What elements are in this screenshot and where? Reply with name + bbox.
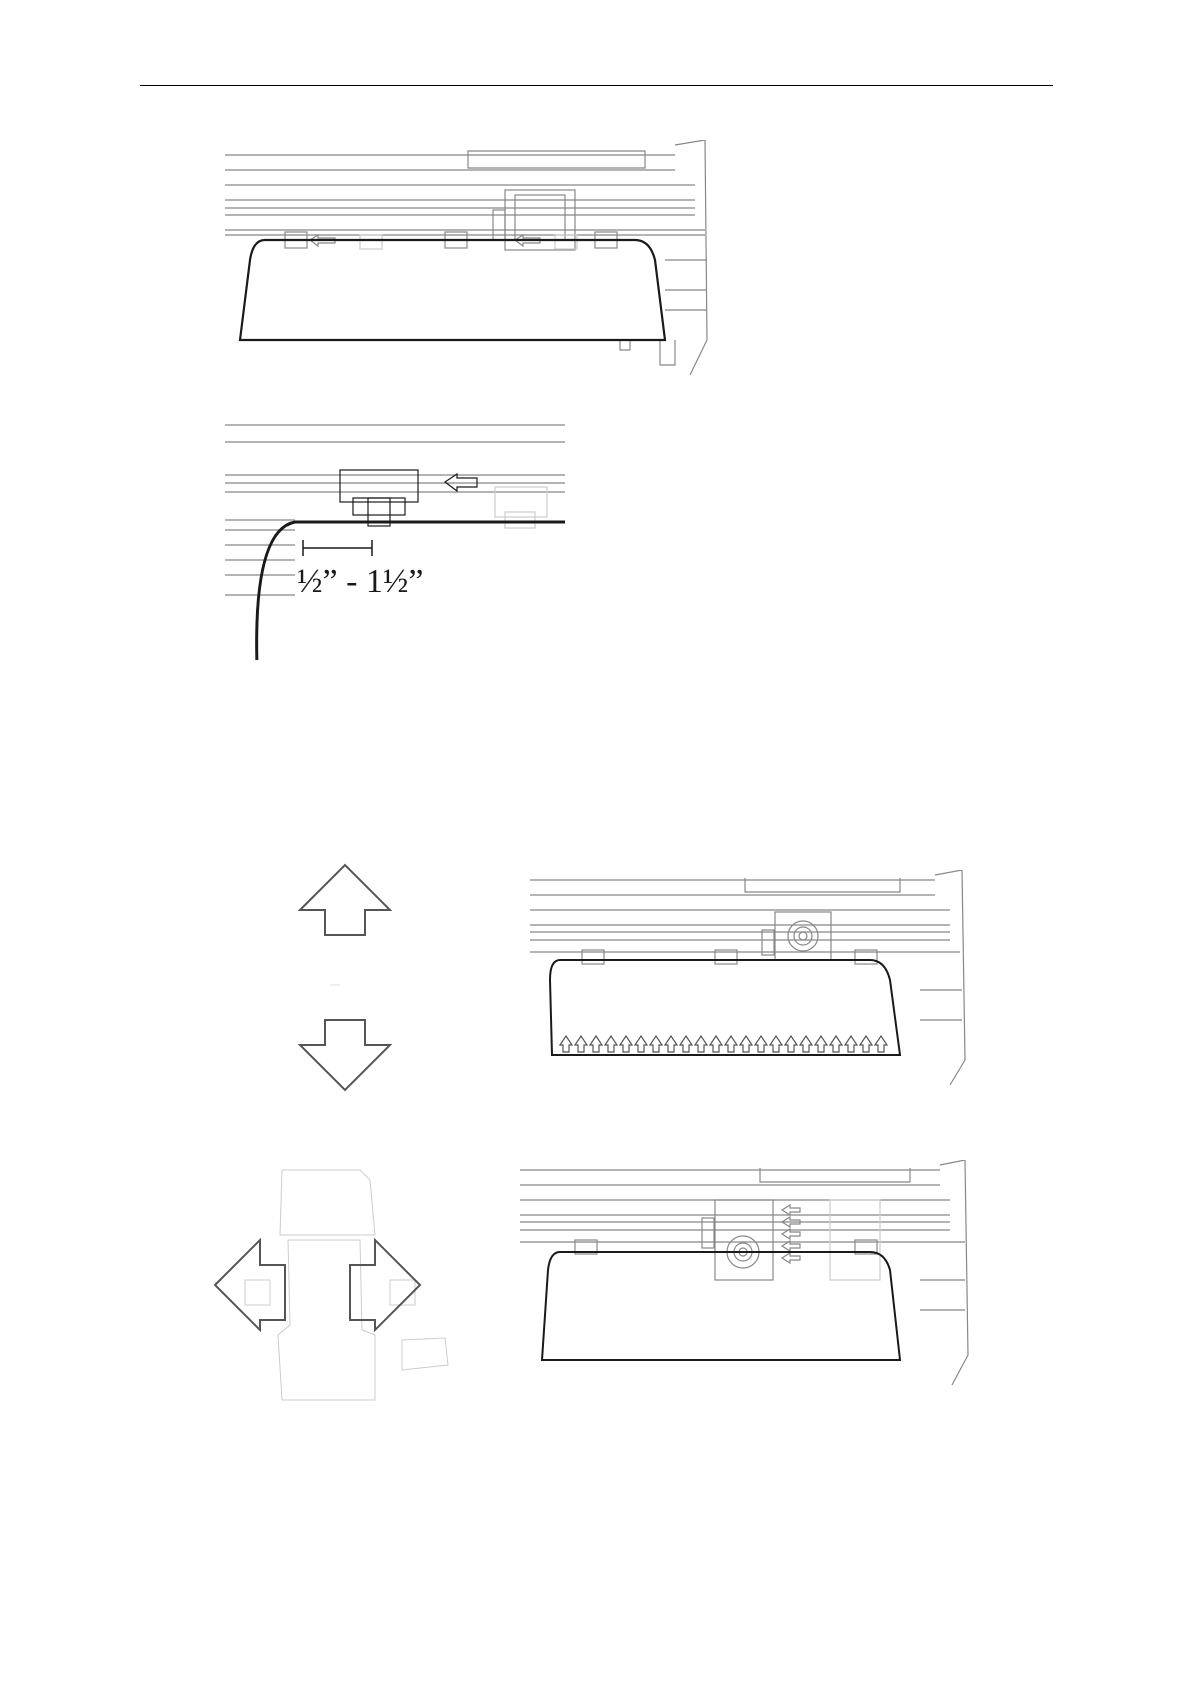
feed-up-arrow-icon: [845, 1036, 857, 1052]
figure-pinch-roller-detail: [225, 420, 565, 660]
move-left-arrow-icon: [782, 1205, 800, 1215]
feed-up-arrow-icon: [815, 1036, 827, 1052]
feed-up-arrow-icon: [875, 1036, 887, 1052]
down-arrow-icon: [300, 1020, 390, 1090]
figure-plotter-carriage-move: [520, 1160, 980, 1390]
feed-up-arrow-icon: [635, 1036, 647, 1052]
feed-up-arrow-icon: [860, 1036, 872, 1052]
feed-up-arrow-icon: [575, 1036, 587, 1052]
feed-up-arrow-icon: [590, 1036, 602, 1052]
figure-left-right-arrows: [210, 1160, 450, 1410]
feed-up-arrow-icon: [620, 1036, 632, 1052]
left-arrow-icon: [215, 1240, 285, 1330]
feed-up-arrow-icon: [695, 1036, 707, 1052]
feed-up-arrow-icon: [785, 1036, 797, 1052]
feed-up-arrow-icon: [740, 1036, 752, 1052]
margin-dimension-label: ½” - 1½”: [297, 563, 424, 600]
header-rule: [140, 85, 1053, 86]
feed-up-arrow-icon: [710, 1036, 722, 1052]
feed-up-arrow-icon: [650, 1036, 662, 1052]
feed-up-arrow-icon: [755, 1036, 767, 1052]
feed-up-arrow-icon: [560, 1036, 572, 1052]
feed-up-arrow-icon: [770, 1036, 782, 1052]
figure-up-down-arrows: [290, 860, 410, 1100]
feed-up-arrow-icon: [680, 1036, 692, 1052]
up-arrow-icon: [300, 865, 390, 935]
feed-up-arrow-icon: [725, 1036, 737, 1052]
figure-plotter-feed-up: [530, 870, 970, 1090]
feed-up-arrow-icon: [605, 1036, 617, 1052]
figure-plotter-pinch-rollers: [225, 140, 715, 380]
feed-up-arrow-icon: [830, 1036, 842, 1052]
feed-up-arrow-icon: [665, 1036, 677, 1052]
move-left-arrow-icon: [782, 1253, 800, 1263]
feed-up-arrow-icon: [800, 1036, 812, 1052]
